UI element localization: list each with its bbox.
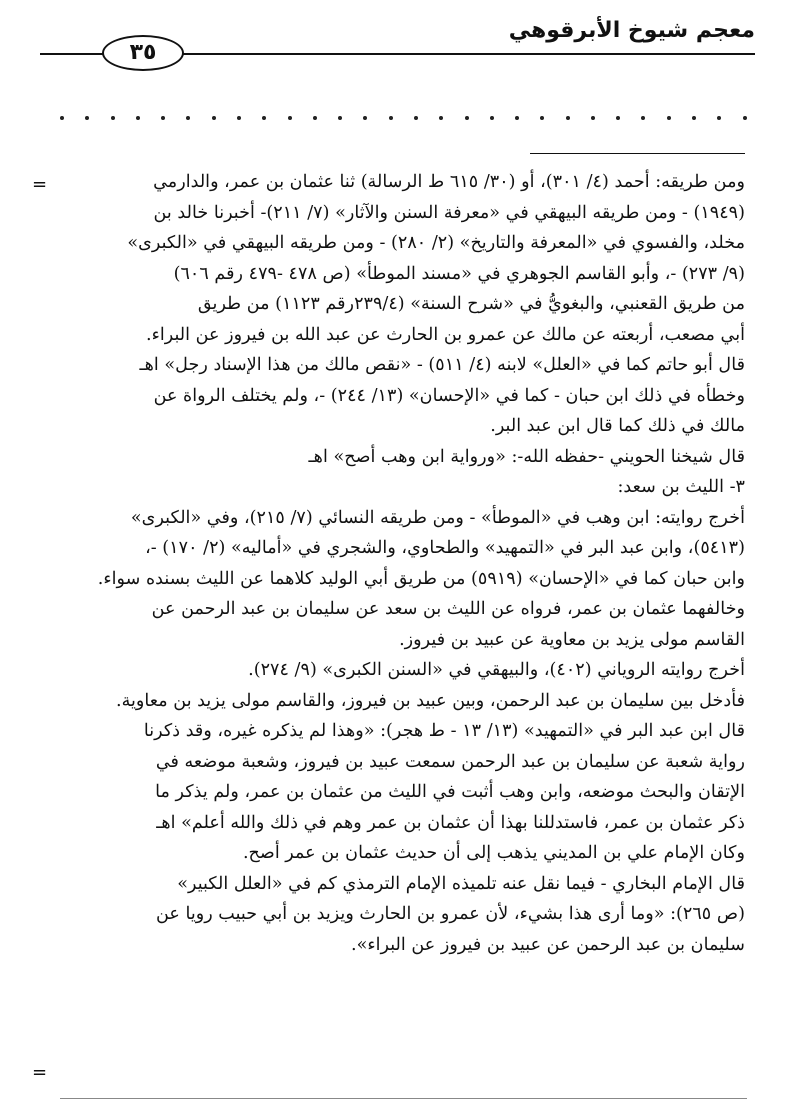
separator-dot xyxy=(161,116,165,120)
text-line: ذكر عثمان بن عمر، فاستدللنا بهذا أن عثمان بن عمر وهم في ذلك والله أعلم» اهـ xyxy=(156,812,745,833)
text-line: أخرج روايته: ابن وهب في «الموطأ» - ومن طريقه النسائي (٧/ ٢١٥)، وفي «الكبرى» xyxy=(130,507,745,528)
separator-dot xyxy=(338,116,342,120)
separator-dot xyxy=(186,116,190,120)
page-header xyxy=(0,0,807,100)
text-line: وخالفهما عثمان بن عمر، فرواه عن الليث بن سعد عن سليمان بن عبد الرحمن عن xyxy=(151,599,745,619)
text-line: مخلد، والفسوي في «المعرفة والتاريخ» (٢/ ٢٨٠) - ومن طريقه البيهقي في «الكبرى» xyxy=(127,233,745,253)
text-line: وكان الإمام علي بن المديني يذهب إلى أن حديث عثمان بن عمر أصح. xyxy=(242,843,745,863)
continuation-mark-end: = xyxy=(32,1062,48,1083)
separator-dot xyxy=(641,116,645,120)
separator-dot xyxy=(490,116,494,120)
text-line: قال الإمام البخاري - فيما نقل عنه تلميذه الإمام الترمذي كم في «العلل الكبير» xyxy=(177,873,745,894)
text-line: الإتقان والبحث موضعه، وابن وهب أثبت في الليث من عثمان بن عمر، ولم يذكر ما xyxy=(155,782,745,802)
text-line: ومن طريقه: أحمد (٤/ ٣٠١)، أو (٣٠/ ٦١٥ ط الرسالة) ثنا عثمان بن عمر، والدارمي xyxy=(153,172,745,192)
text-line: أخرج روايته الروياني (٤٠٢)، والبيهقي في «السنن الكبرى» (٩/ ٢٧٤). xyxy=(248,660,745,680)
text-line: فأدخل بين سليمان بن عبد الرحمن، وبين عبيد بن فيروز، والقاسم مولى يزيد بن معاوية. xyxy=(116,690,745,711)
separator-dot xyxy=(136,116,140,120)
page-number: ٣٥ xyxy=(129,40,157,65)
separator-dot xyxy=(465,116,469,120)
separator-dot xyxy=(439,116,443,120)
separator-dot xyxy=(212,116,216,120)
section-heading: ٣- الليث بن سعد: xyxy=(617,477,745,497)
separator-dot xyxy=(313,116,317,120)
text-line: من طريق القعنبي، والبغويُّ في «شرح السنة» (٢٣٩/٤رقم ١١٢٣) من طريق xyxy=(197,294,745,314)
text-line: قال أبو حاتم كما في «العلل» لابنه (٤/ ٥١١) - «نقص مالك من هذا الإسناد رجل» اهـ xyxy=(139,355,745,375)
separator-dot xyxy=(237,116,241,120)
separator-dot xyxy=(111,116,115,120)
text-line: (٩/ ٢٧٣) -، وأبو القاسم الجوهري في «مسند الموطأ» (ص ٤٧٨ -٤٧٩ رقم ٦٠٦) xyxy=(173,263,745,284)
bottom-rule xyxy=(60,1098,747,1099)
dotted-separator xyxy=(60,112,747,124)
text-line: أبي مصعب، أربعته عن مالك عن عمرو بن الحارث عن عبد الله بن فيروز عن البراء. xyxy=(146,324,745,345)
text-line: رواية شعبة عن سليمان بن عبد الرحمن سمعت عبيد بن فيروز، وشعبة موضعه في xyxy=(155,751,745,772)
text-line: مالك في ذلك كما قال ابن عبد البر. xyxy=(490,416,745,436)
text-line: (ص ٢٦٥): «وما أرى هذا بشيء، لأن عمرو بن الحارث ويزيد بن أبي حبيب رويا عن xyxy=(155,904,745,924)
text-line: وخطأه في ذلك ابن حبان - كما في «الإحسان» (١٣/ ٢٤٤) -، ولم يختلف الرواة عن xyxy=(153,385,745,406)
text-line: قال شيخنا الحويني -حفظه الله-: «ورواية ابن وهب أصح» اهـ xyxy=(308,446,745,467)
separator-dot xyxy=(717,116,721,120)
separator-dot xyxy=(85,116,89,120)
separator-dot xyxy=(591,116,595,120)
separator-dot xyxy=(566,116,570,120)
separator-dot xyxy=(262,116,266,120)
page-number-oval xyxy=(102,35,184,71)
separator-dot xyxy=(540,116,544,120)
separator-dot xyxy=(616,116,620,120)
footnote-body xyxy=(60,167,745,960)
separator-dot xyxy=(515,116,519,120)
separator-dot xyxy=(414,116,418,120)
text-line: القاسم مولى يزيد بن معاوية عن عبيد بن فيروز. xyxy=(399,629,745,650)
book-title: معجم شيوخ الأبرقوهي xyxy=(508,18,755,43)
separator-dot xyxy=(692,116,696,120)
text-line: قال ابن عبد البر في «التمهيد» (١٣/ ١٣ - ط هجر): «وهذا لم يذكره غيره، وقد ذكرنا xyxy=(143,721,745,741)
separator-dot xyxy=(743,116,747,120)
text-line: (٥٤١٣)، وابن عبد البر في «التمهيد» والطحاوي، والشجري في «أماليه» (٢/ ١٧٠) -، xyxy=(145,538,745,558)
separator-dot xyxy=(288,116,292,120)
separator-dot xyxy=(667,116,671,120)
text-line: (١٩٤٩) - ومن طريقه البيهقي في «معرفة السنن والآثار» (٧/ ٢١١)- أخبرنا خالد بن xyxy=(153,202,745,223)
text-line: سليمان بن عبد الرحمن عن عبيد بن فيروز عن البراء». xyxy=(350,934,745,955)
separator-dot xyxy=(363,116,367,120)
footnote-rule xyxy=(530,153,745,154)
continuation-mark-start: = xyxy=(32,174,48,195)
text-line: وابن حبان كما في «الإحسان» (٥٩١٩) من طريق أبي الوليد كلاهما عن الليث بسنده سواء. xyxy=(97,568,745,589)
separator-dot xyxy=(60,116,64,120)
separator-dot xyxy=(389,116,393,120)
